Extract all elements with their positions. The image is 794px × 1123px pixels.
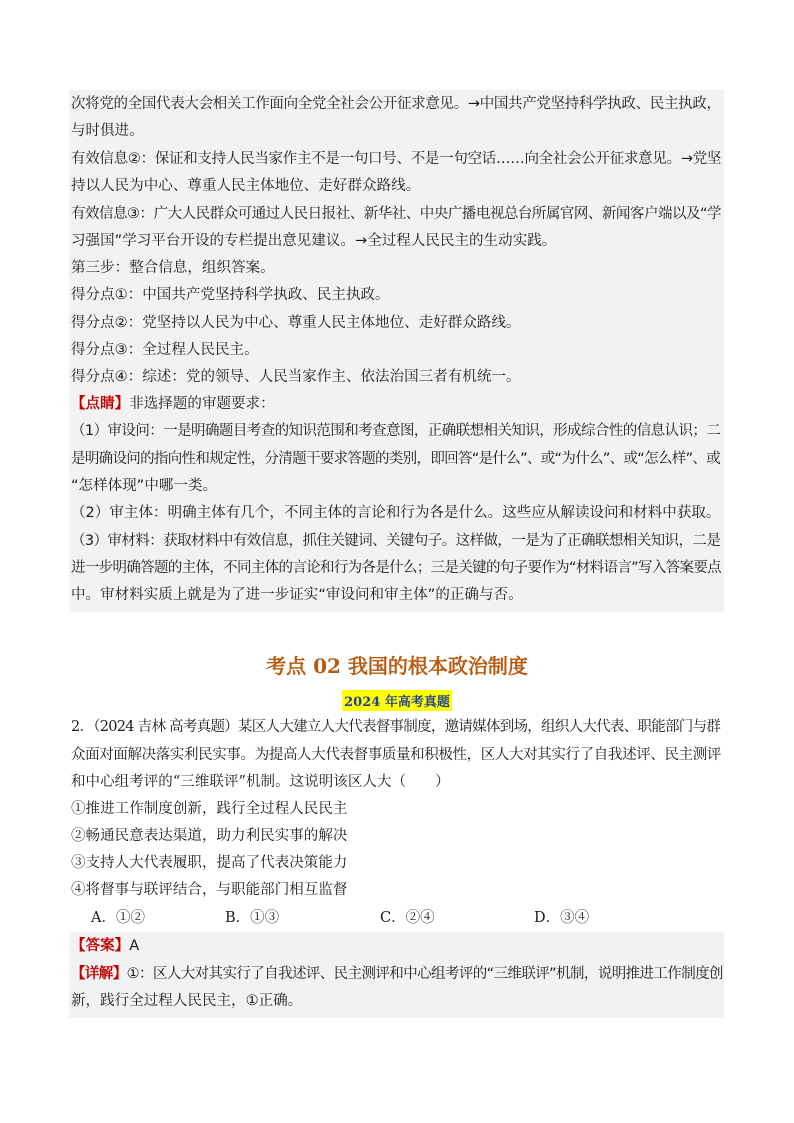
- analysis-line: 与时俱进。: [71, 123, 144, 139]
- tip-label: 【点睛】: [71, 396, 130, 412]
- analysis-line: 得分点④：综述：党的领导、人民当家作主、依法治国三者有机统一。: [71, 369, 521, 385]
- tip-line: （1）审设问：一是明确题目考查的知识范围和考查意图，正确联想相关知识，形成综合性的信息认识；二: [71, 423, 721, 439]
- option-c: C．②④: [380, 910, 435, 926]
- analysis-line: 第三步：整合信息，组织答案。: [71, 260, 275, 276]
- question-line: 和中心组考评的“三维联评”机制。这说明该区人大（ ）: [71, 774, 450, 790]
- analysis-line: 得分点③：全过程人民民主。: [71, 342, 259, 358]
- analysis-line: 习强国”学习平台开设的专栏提出意见建议。→全过程人民民主的生动实践。: [71, 233, 557, 249]
- question-line: 众面对面解决落实利民实事。为提高人大代表督事质量和积极性，区人大对其实行了自我述评、民主测评: [71, 747, 721, 763]
- statement-item: ①推进工作制度创新，践行全过程人民民主: [71, 801, 348, 817]
- tip-line: 中。审材料实质上就是为了进一步证实“审设问和审主体”的正确与否。: [71, 587, 523, 603]
- option-a: A．①②: [91, 910, 145, 926]
- analysis-line: 有效信息③：广大人民群众可通过人民日报社、新华社、中央广播电视总台所属官网、新闻客户端以及“学: [71, 206, 722, 222]
- tip-heading: [71, 394, 275, 414]
- analysis-line: 有效信息②：保证和支持人民当家作主不是一句口号、不是一句空话……向全社会公开征求意见。→党坚: [71, 151, 722, 167]
- statement-item: ③支持人大代表履职，提高了代表决策能力: [71, 855, 348, 871]
- year-badge: 2024 年高考真题: [342, 690, 452, 711]
- detail-label: 【详解】: [71, 966, 127, 982]
- section-title: 考点 02 我国的根本政治制度: [266, 654, 528, 678]
- tip-line: 是明确设问的指向性和规定性，分清题干要求答题的类别，即回答“是什么”、或“为什么”、或“怎么样”、或: [71, 451, 721, 467]
- statement-item: ④将督事与联评结合，与职能部门相互监督: [71, 882, 348, 898]
- question-line: 2．（2024 吉林 高考真题）某区人大建立人大代表督事制度，邀请媒体到场，组织人大代表、职能部门与群: [71, 719, 721, 735]
- option-d: D．③④: [534, 910, 590, 926]
- analysis-line: 次将党的全国代表大会相关工作面向全党全社会公开征求意见。→中国共产党坚持科学执政、民主执政，: [71, 96, 721, 112]
- tip-line: “怎样体现”中哪一类。: [71, 478, 218, 494]
- detail-text: ①：区人大对其实行了自我述评、民主测评和中心组考评的“三维联评”机制，说明推进工作制度创: [126, 966, 723, 982]
- tip-line: （2）审主体：明确主体有几个，不同主体的言论和行为各是什么。这些应从解读设问和材料中获取。: [71, 505, 721, 521]
- answer-value: A: [129, 938, 140, 954]
- detail-line: [71, 964, 723, 984]
- answer-label: 【答案】: [71, 938, 130, 954]
- year-badge-wrap: [0, 690, 794, 711]
- detail-line: 新，践行全过程人民民主，①正确。: [71, 993, 303, 1009]
- option-b: B．①③: [225, 910, 280, 926]
- tip-line: （3）审材料：获取材料中有效信息，抓住关键词、关键句子。这样做，一是为了正确联想相关知识，二是: [71, 533, 721, 549]
- analysis-line: 持以人民为中心、尊重人民主体地位、走好群众路线。: [71, 178, 421, 194]
- statement-item: ②畅通民意表达渠道，助力利民实事的解决: [71, 828, 348, 844]
- analysis-line: 得分点①：中国共产党坚持科学执政、民主执政。: [71, 287, 390, 303]
- tip-heading-text: 非选择题的审题要求：: [129, 396, 275, 412]
- analysis-line: 得分点②：党坚持以人民为中心、尊重人民主体地位、走好群众路线。: [71, 315, 521, 331]
- answer-line: [71, 936, 139, 956]
- tip-line: 进一步明确答题的主体，不同主体的言论和行为各是什么；三是关键的句子要作为“材料语言”写入答案要点: [71, 560, 722, 576]
